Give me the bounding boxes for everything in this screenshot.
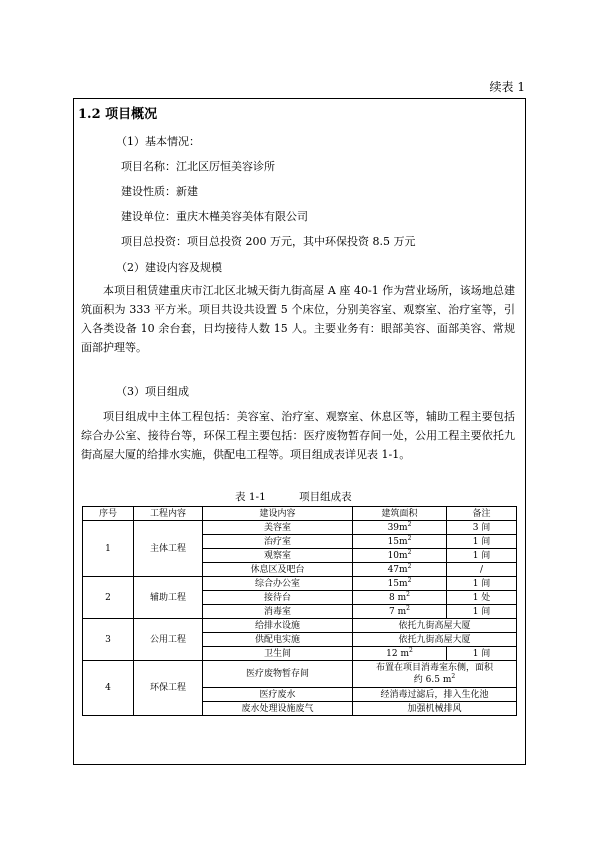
area-cell: $39m^2$ [353, 521, 447, 535]
item-cell: 综合办公室 [203, 577, 353, 591]
item-cell: 观察室 [203, 549, 353, 563]
group-no: 3 [83, 619, 134, 661]
composition-paragraph: 项目组成中主体工程包括：美容室、治疗室、观察室、休息区等，辅助工程主要包括综合办公室、接待台等，环保工程主要包括：医疗废物暂存间一处，公用工程主要依托九街高屋大厦的给排水实施，供配电工程等。项目组成表详见表 1-1。 [81, 410, 515, 461]
group-no: 4 [83, 661, 134, 716]
table-row [83, 577, 517, 591]
section-title: 1.2 项目概况 [78, 107, 158, 122]
note-cell: 1 间 [447, 605, 517, 619]
item-cell: 卫生间 [203, 647, 353, 661]
area-cell: $15m^2$ [353, 535, 447, 549]
table-header-row [83, 507, 517, 521]
area-cell: $10m^2$ [353, 549, 447, 563]
note-cell: 1 处 [447, 591, 517, 605]
composition-heading: （3）项目组成 [116, 385, 189, 398]
header-no: 序号 [83, 507, 134, 521]
group-no: 1 [83, 521, 134, 577]
merged-cell: 依托九街高屋大厦 [353, 633, 517, 647]
note-cell: 1 间 [447, 549, 517, 563]
group-type: 环保工程 [134, 661, 203, 716]
merged-cell: 依托九街高屋大厦 [353, 619, 517, 633]
note-cell: 1 间 [447, 577, 517, 591]
item-cell: 医疗废物暂存间 [203, 661, 353, 688]
area-cell: 12 $m^2$ [353, 647, 447, 661]
content-paragraph: 本项目租赁建重庆市江北区北城天街九街高屋 A 座 40-1 作为营业场所，该场地总建筑面积为 333 平方米。项目共设共设置 5 个床位，分别美容室、观察室、治疗室等，引入各类设备 10 余台套，日均接待人数 15 人。主要业务有：眼部美容、面部美容、常规面部护理等。 [81, 284, 515, 354]
project-name: 项目名称：江北区厉恒美容诊所 [121, 160, 275, 173]
item-cell: 治疗室 [203, 535, 353, 549]
header-note: 备注 [447, 507, 517, 521]
group-type: 公用工程 [134, 619, 203, 661]
table-row [83, 521, 517, 535]
note-cell: / [447, 563, 517, 577]
content-heading: （2）建设内容及规模 [116, 261, 222, 274]
group-type: 主体工程 [134, 521, 203, 577]
area-cell: 8 $m^2$ [353, 591, 447, 605]
area-cell: $15m^2$ [353, 577, 447, 591]
merged-cell: 布置在项目消毒室东侧，面积 约 6.5 $m^2$ [353, 661, 517, 688]
table-row [83, 619, 517, 633]
item-cell: 供配电实施 [203, 633, 353, 647]
table-caption: 表 1-1 项目组成表 [235, 491, 352, 503]
item-cell: 废水处理设施废气 [203, 702, 353, 716]
note-cell: 3 间 [447, 521, 517, 535]
item-cell: 美容室 [203, 521, 353, 535]
item-cell: 医疗废水 [203, 688, 353, 702]
item-cell: 接待台 [203, 591, 353, 605]
area-cell: 7 $m^2$ [353, 605, 447, 619]
note-cell: 1 间 [447, 647, 517, 661]
basic-heading: （1）基本情况： [116, 135, 200, 148]
note-cell: 1 间 [447, 535, 517, 549]
header-item: 建设内容 [203, 507, 353, 521]
header-type: 工程内容 [134, 507, 203, 521]
merged-cell: 经消毒过滤后，排入生化池 [353, 688, 517, 702]
item-cell: 消毒室 [203, 605, 353, 619]
construction-unit: 建设单位：重庆木槿美容美体有限公司 [121, 210, 308, 223]
group-type: 辅助工程 [134, 577, 203, 619]
continuation-label: 续表 1 [489, 80, 525, 94]
project-nature: 建设性质：新建 [121, 185, 198, 198]
project-composition-table [82, 506, 517, 716]
group-no: 2 [83, 577, 134, 619]
header-area: 建筑面积 [353, 507, 447, 521]
area-cell: $47m^2$ [353, 563, 447, 577]
item-cell: 给排水设施 [203, 619, 353, 633]
merged-cell: 加强机械排风 [353, 702, 517, 716]
total-investment: 项目总投资：项目总投资 200 万元，其中环保投资 8.5 万元 [121, 235, 416, 248]
item-cell: 休息区及吧台 [203, 563, 353, 577]
table-row [83, 661, 517, 688]
